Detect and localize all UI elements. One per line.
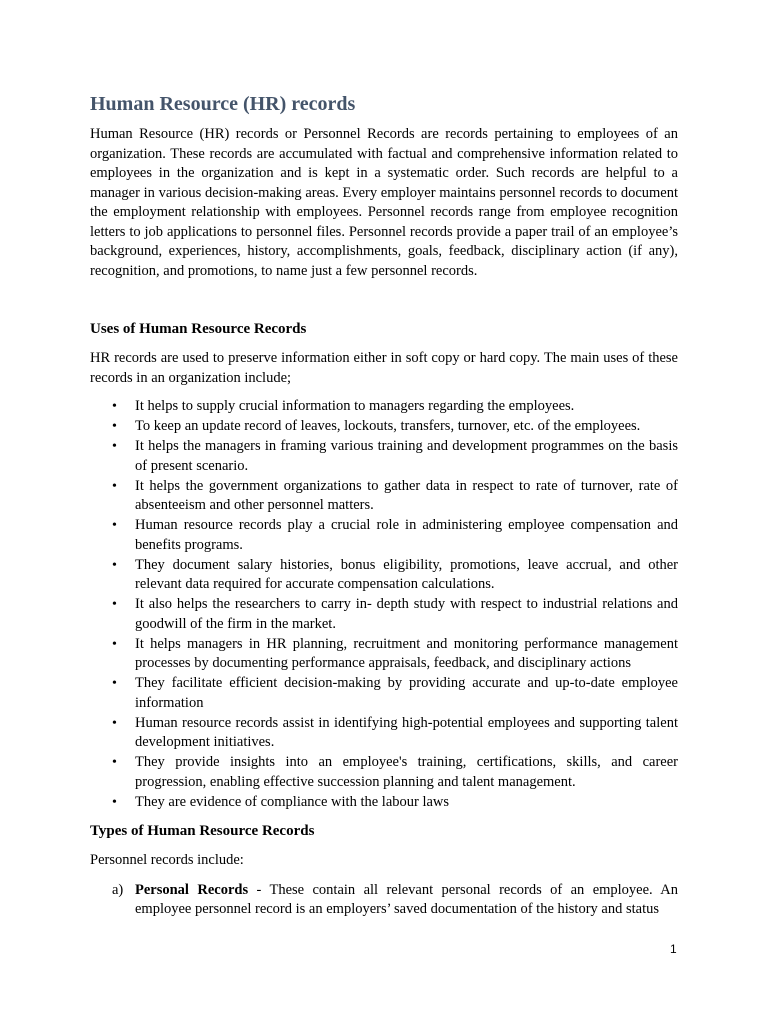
intro-paragraph: Human Resource (HR) records or Personnel Records are records pertaining to employees of an organization. These records are accumulated with factual and comprehensive information related to employees in the organization and is kept in a systematic order. Such records are helpful to a manager in various decision-making areas. Every employer maintains personnel records to document the employment relationship with employees. Personnel records range from employee recognition letters to job applications to personnel files. Personnel records provide a paper trail of an employee’s background, experiences, history, accomplishments, goals, feedback, disciplinary action (if any), recognition, and promotions, to name just a few personnel records. xyxy=(90,126,678,279)
types-heading: Types of Human Resource Records xyxy=(90,823,315,839)
uses-list-item xyxy=(90,417,678,437)
bullet-icon: • xyxy=(112,794,117,810)
bullet-icon: • xyxy=(112,636,117,652)
uses-list-item xyxy=(90,516,678,555)
uses-heading: Uses of Human Resource Records xyxy=(90,321,307,337)
uses-list-item xyxy=(90,595,678,634)
bullet-icon: • xyxy=(112,518,117,533)
uses-item-text: It helps managers in HR planning, recruitment and monitoring performance management processes by documenting performance appraisals, feedback, and disciplinary actions xyxy=(135,635,678,671)
type-title: Personal Records xyxy=(135,881,249,898)
document-title: Human Resource (HR) records xyxy=(90,93,356,115)
uses-item-text: It helps the managers in framing various training and development programmes on the basis of present scenario. xyxy=(135,438,678,474)
uses-item-text: They provide insights into an employee's training, certifications, skills, and career progression, enabling effective succession planning and talent management. xyxy=(135,754,678,790)
uses-lead-paragraph: HR records are used to preserve information either in soft copy or hard copy. The main uses of these records in an organization include; xyxy=(90,350,678,386)
uses-list-item xyxy=(90,397,678,417)
uses-list-item xyxy=(90,793,678,813)
types-list xyxy=(90,881,678,920)
uses-item-text: It also helps the researchers to carry in- depth study with respect to industrial relations and goodwill of the firm in the market. xyxy=(135,596,678,632)
uses-list-item xyxy=(90,556,678,595)
uses-item-text: They are evidence of compliance with the labour laws xyxy=(135,793,450,810)
uses-item-text: Human resource records assist in identifying high-potential employees and supporting talent development initiatives. xyxy=(135,714,678,750)
bullet-icon: • xyxy=(112,557,117,573)
uses-item-text: They facilitate efficient decision-making by providing accurate and up-to-date employee information xyxy=(135,675,678,711)
uses-item-text: To keep an update record of leaves, lockouts, transfers, turnover, etc. of the employees. xyxy=(135,418,641,434)
bullet-icon: • xyxy=(112,419,117,434)
uses-item-text: Human resource records play a crucial role in administering employee compensation and benefits programs. xyxy=(135,517,678,553)
uses-list-item xyxy=(90,437,678,476)
uses-list-item xyxy=(90,674,678,713)
bullet-icon: • xyxy=(112,478,117,494)
page-number: 1 xyxy=(670,942,677,956)
type-description: - These contain all relevant personal records of an employee. An employee personnel record is an employers’ saved documentation of the history and status xyxy=(135,881,678,917)
bullet-icon: • xyxy=(112,755,117,770)
bullet-icon: • xyxy=(112,399,117,414)
types-intro: Personnel records include: xyxy=(90,852,244,868)
uses-list-item xyxy=(90,714,678,753)
uses-item-text: It helps to supply crucial information to managers regarding the employees. xyxy=(135,398,575,414)
uses-item-text: It helps the government organizations to gather data in respect to rate of turnover, rate of absenteeism and other personnel matters. xyxy=(135,477,678,513)
uses-list-item xyxy=(90,477,678,516)
types-list-item xyxy=(90,881,678,920)
uses-list-item xyxy=(90,635,678,674)
uses-list-item xyxy=(90,753,678,792)
bullet-icon: • xyxy=(112,597,117,612)
bullet-icon: • xyxy=(112,676,117,691)
bullet-icon: • xyxy=(112,439,117,454)
type-marker: a) xyxy=(112,881,124,898)
uses-list xyxy=(90,397,678,812)
uses-item-text: They document salary histories, bonus eligibility, promotions, leave accrual, and other relevant data required for accurate compensation calculations. xyxy=(135,556,678,592)
bullet-icon: • xyxy=(112,715,117,731)
page-content xyxy=(90,90,678,920)
